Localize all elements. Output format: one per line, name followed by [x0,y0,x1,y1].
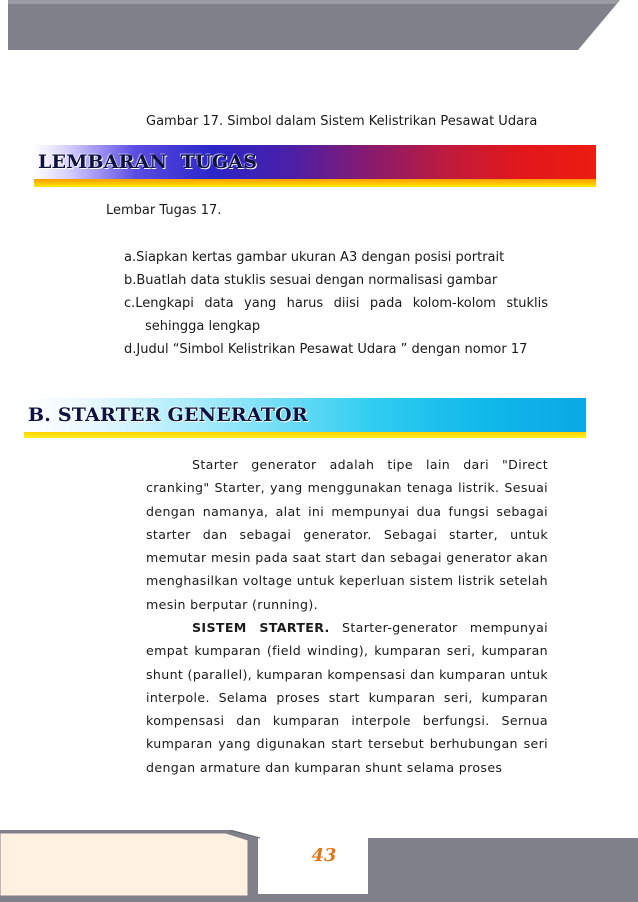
banner-stripe [24,432,586,438]
banner-stripe [34,179,596,187]
body-paragraph: Starter generator adalah tipe lain dari "Direct cranking" Starter, yang menggunakan tenaga listrik. Sesuai dengan namanya, alat ini mempunyai dua fungsi sebagai starter dan sebagai generator. Sebagai starter, untuk memutar mesin pada saat start dan sebagai generator akan menghasilkan voltage untuk keperluan sistem listrik setelah mesin berputar (running). [146,457,548,612]
task-item-continuation: sehingga lengkap [145,319,261,334]
body-paragraph [146,616,548,779]
task-item: a.Siapkan kertas gambar ukuran A3 dengan posisi portrait [124,250,505,265]
page-number: 43 [311,845,337,866]
paragraph-lead-bold: SISTEM STARTER. [192,620,330,635]
paragraph-text: Starter-generator mempunyai empat kumparan (field winding), kumparan seri, kumparan shunt (parallel), kumparan kompensasi dan kumparan untuk interpole. Selama proses start kumparan seri, kumparan kompensasi dan kumparan interpole berfungsi. Sernua kumparan yang digunakan start tersebut berhubungan seri dengan armature dan kumparan shunt selama proses [146,620,548,775]
section-title-tugas: LEMBARAN TUGAS [38,151,258,173]
section-title-starter: B. STARTER GENERATOR [28,404,308,426]
task-item: c.Lengkapi data yang harus diisi pada kolom-kolom stuklis [124,296,548,311]
task-item: b.Buatlah data stuklis sesuai dengan normalisasi gambar [124,273,498,288]
header-band [8,0,620,50]
task-sheet-title: Lembar Tugas 17. [106,203,222,218]
task-item: d.Judul “Simbol Kelistrikan Pesawat Udara ” dengan nomor 17 [124,342,528,357]
footer-band [0,830,638,902]
section-banner-tugas [34,145,596,187]
section-banner-starter [24,398,586,438]
figure-caption: Gambar 17. Simbol dalam Sistem Kelistrikan Pesawat Udara [146,114,538,129]
